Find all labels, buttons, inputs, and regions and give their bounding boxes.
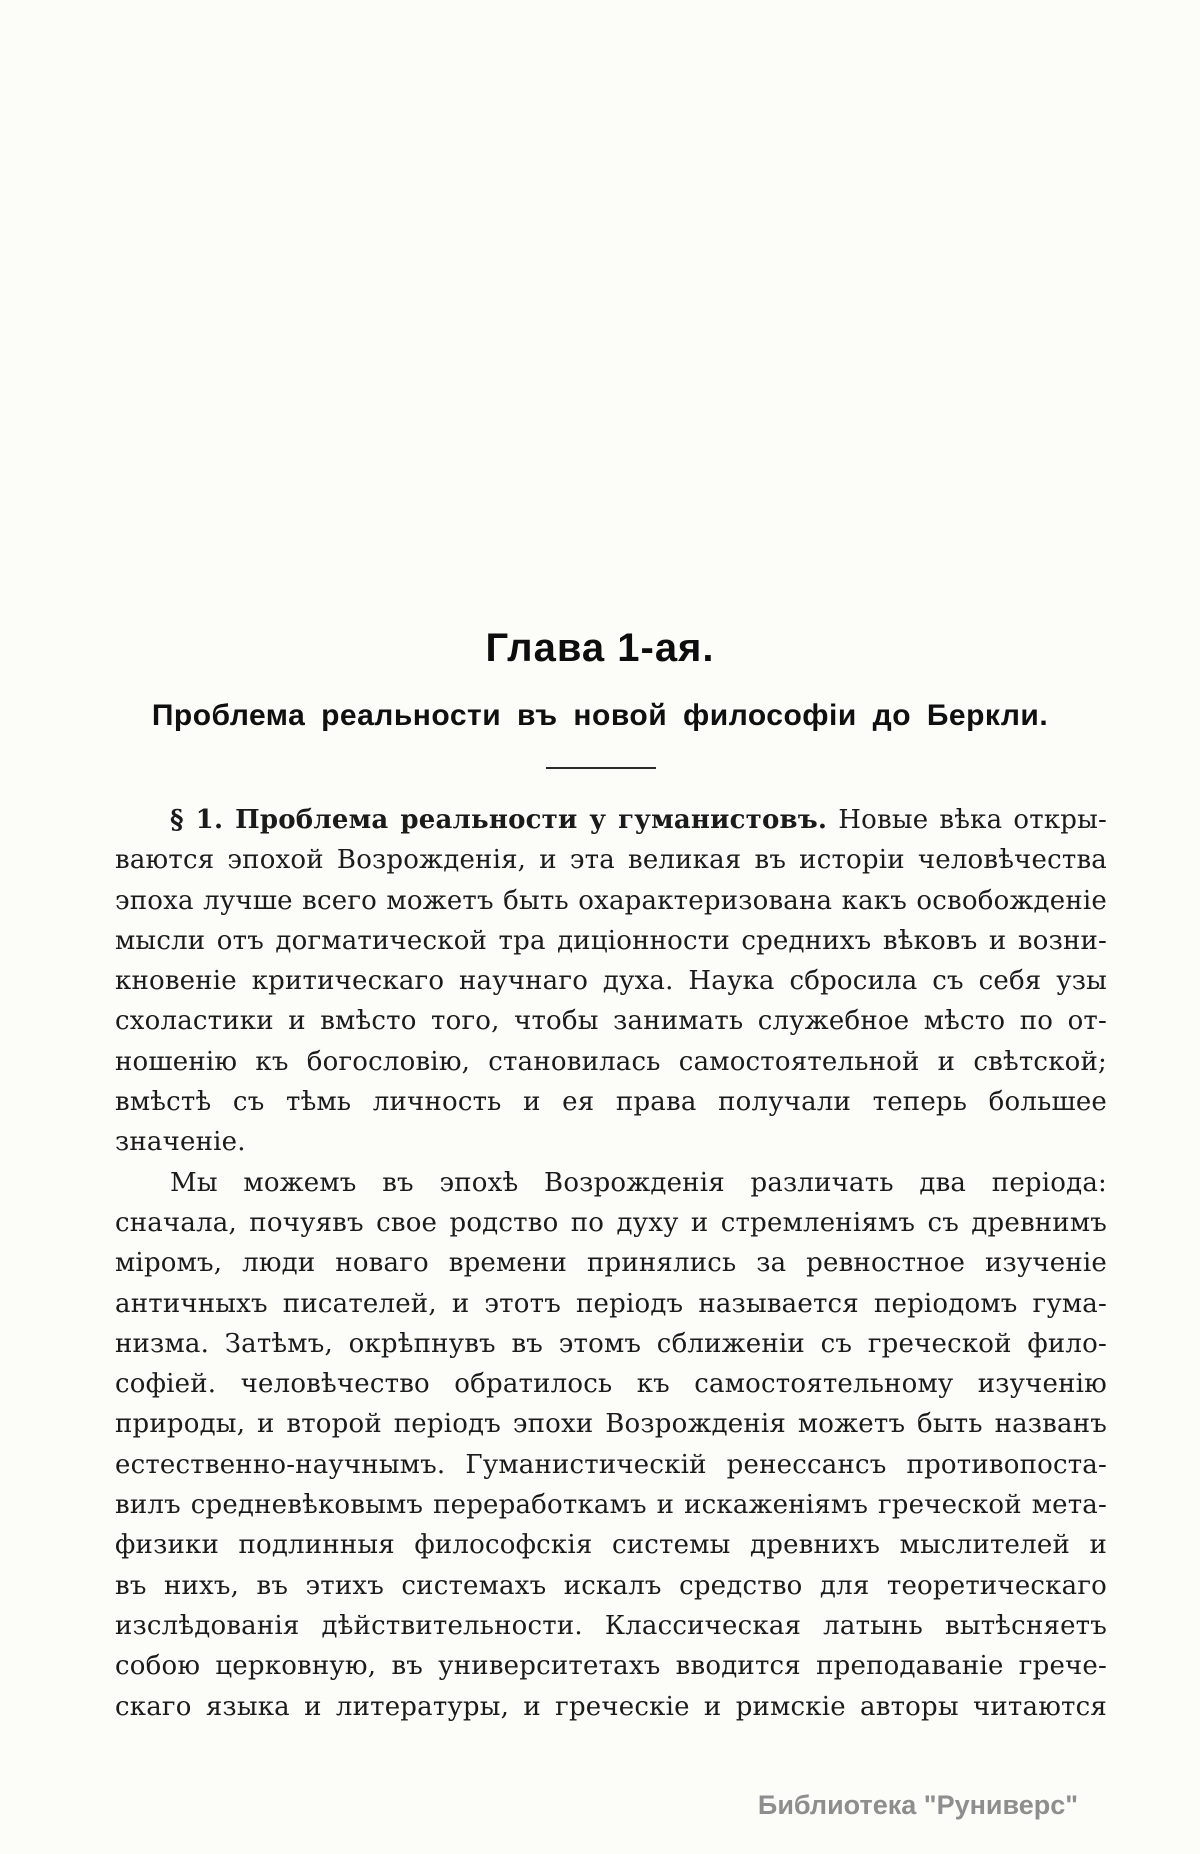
body-line: сначала, почуявъ свое родство по духу и стремленіямъ съ древнимъ xyxy=(115,1207,1107,1238)
body-line: естественно-научнымъ. Гуманистическій ренессансъ противопоста- xyxy=(115,1449,1107,1480)
body-line: софіей. человѣчество обратилось къ самостоятельному изученію xyxy=(115,1369,1107,1400)
body-line: Мы можемъ въ эпохѣ Возрожденія различать два періода: xyxy=(170,1167,1107,1198)
watermark-label: Библиотека "Руниверс" xyxy=(757,1790,1079,1820)
body-line: міромъ, люди новаго времени принялись за ревностное изученіе xyxy=(115,1248,1107,1279)
body-line: § 1. Проблема реальности у гуманистовъ. Новые вѣка откры- xyxy=(170,805,1107,835)
divider-rule xyxy=(546,767,656,769)
chapter-title: Глава 1-ая. xyxy=(485,626,715,670)
body-line: схоластики и вмѣсто того, чтобы занимать служебное мѣсто по от- xyxy=(115,1006,1107,1037)
body-line: природы, и второй періодъ эпохи Возрожденія можетъ быть названъ xyxy=(115,1409,1107,1440)
body-line: физики подлинныя философскія системы древнихъ мыслителей и xyxy=(115,1530,1107,1561)
body-line: значеніе. xyxy=(115,1127,246,1158)
body-line: античныхъ писателей, и этотъ періодъ называется періодомъ гума- xyxy=(115,1288,1107,1319)
body-line: ваются эпохой Возрожденія, и эта великая въ исторіи человѣчества xyxy=(115,845,1107,876)
section-heading: § 1. Проблема реальности у гуманистовъ. xyxy=(170,805,828,835)
body-text-block xyxy=(115,800,1107,1727)
body-line: кновеніе критическаго научнаго духа. Наука сбросила съ себя узы xyxy=(115,966,1107,997)
body-line: ношенію къ богословію, становилась самостоятельной и свѣтской; xyxy=(115,1046,1107,1077)
body-line: собою церковную, въ университетахъ вводится преподаваніе грече- xyxy=(115,1651,1107,1682)
body-line: въ нихъ, въ этихъ системахъ искалъ средство для теоретическаго xyxy=(115,1570,1107,1601)
body-line: эпоха лучше всего можетъ быть охарактеризована какъ освобожденіе xyxy=(115,885,1107,916)
body-line: мысли отъ догматической тра диціонности среднихъ вѣковъ и возни- xyxy=(115,925,1107,956)
body-line: вмѣстѣ съ тѣмь личность и ея права получали теперь большее xyxy=(115,1087,1107,1118)
body-line: скаго языка и литературы, и греческіе и римскіе авторы читаются xyxy=(115,1691,1107,1722)
body-line: вилъ средневѣковымъ переработкамъ и искаженіямъ греческой мета- xyxy=(115,1490,1107,1521)
chapter-subtitle: Проблема реальности въ новой философіи до Беркли. xyxy=(151,699,1049,732)
body-line: низма. Затѣмъ, окрѣпнувъ въ этомъ сближеніи съ греческой фило- xyxy=(115,1328,1107,1359)
body-line: изслѣдованія дѣйствительности. Классическая латынь вытѣсняетъ xyxy=(115,1610,1107,1641)
